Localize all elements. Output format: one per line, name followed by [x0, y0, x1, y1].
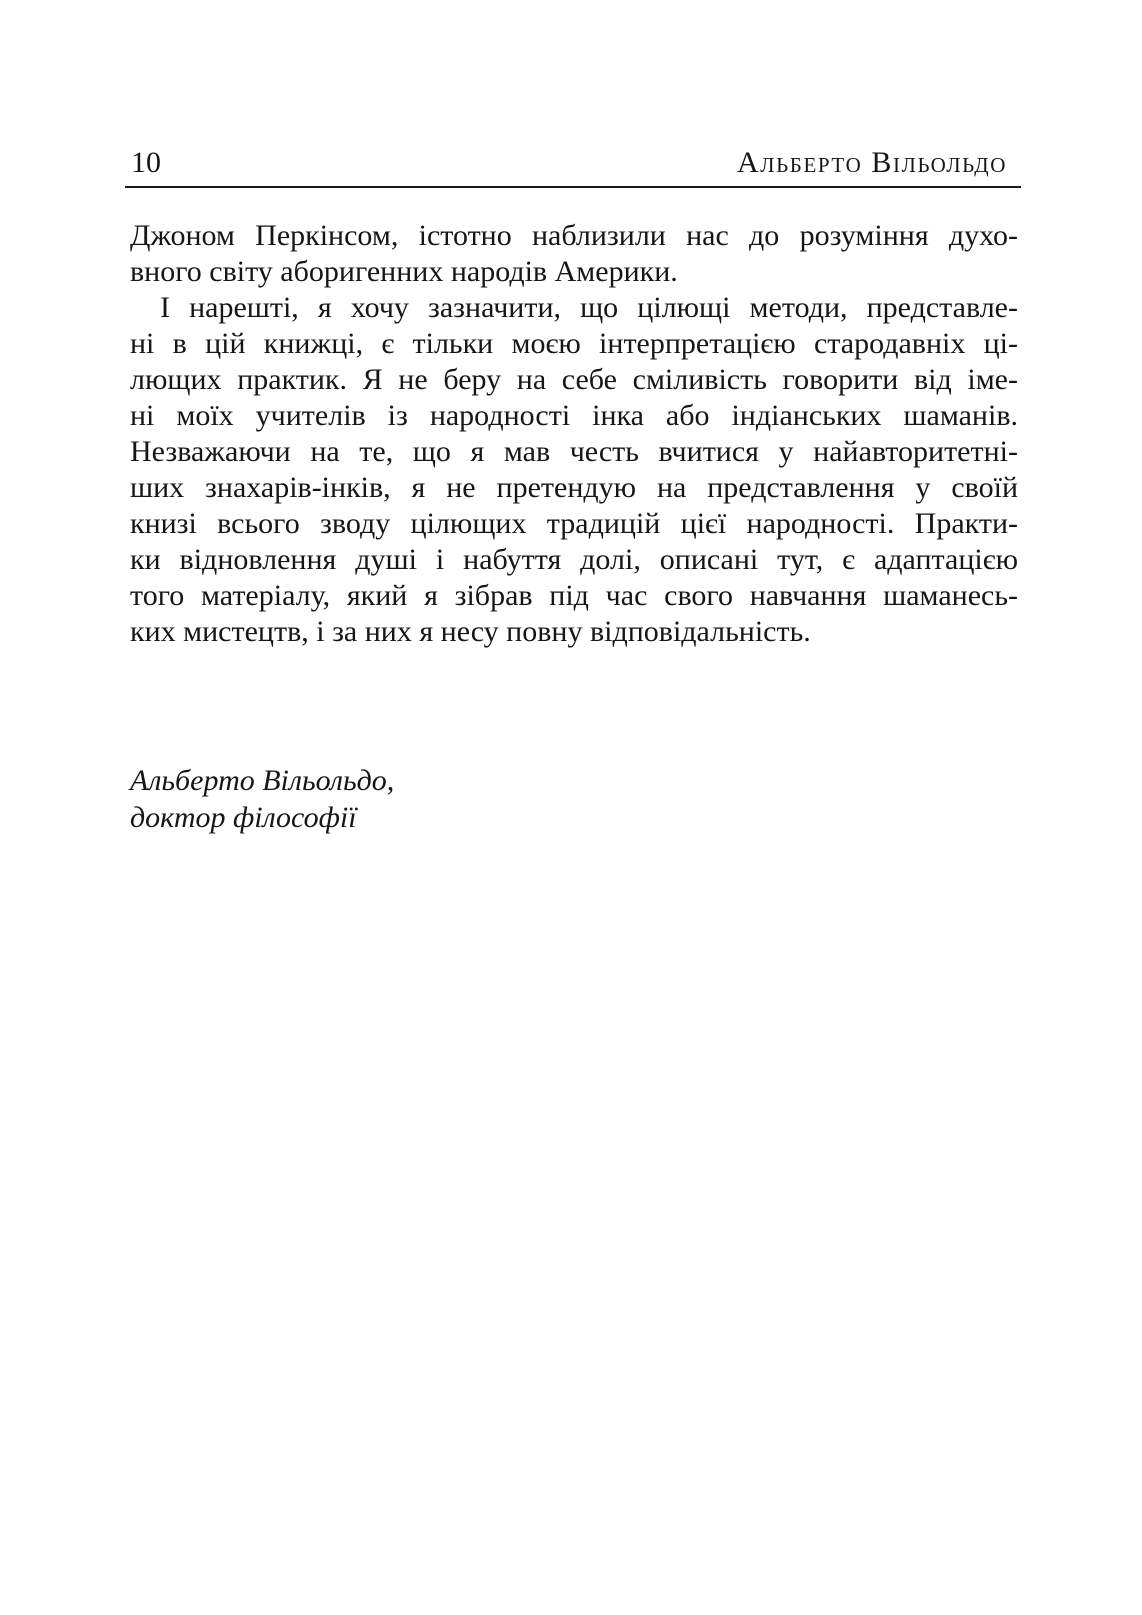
text-line: І нарешті, я хочу зазначити, що цілющі методи, представле-	[160, 291, 1018, 324]
text-line: ки відновлення душі і набуття долі, описані тут, є адаптацією	[130, 543, 1018, 576]
page-number: 10	[131, 146, 161, 179]
text-line: лющих практик. Я не беру на себе сміливість говорити від іме-	[130, 363, 1018, 396]
signature-name: Альберто Вільольдо,	[130, 764, 395, 797]
text-line: ні моїх учителів із народності інка або індіанських шаманів.	[130, 399, 1018, 432]
running-head-author: Альберто Вільольдо	[737, 146, 1007, 179]
signature	[130, 762, 394, 836]
text-line: книзі всього зводу цілющих традицій цієї народності. Практи-	[130, 507, 1018, 540]
text-line: ких мистецтв, і за них я несу повну відповідальність.	[130, 615, 811, 648]
signature-title: доктор філософії	[130, 801, 357, 834]
running-head	[125, 138, 1021, 188]
text-line: того матеріалу, який я зібрав під час свого навчання шаманeсь-	[130, 579, 1018, 612]
body-text	[130, 218, 1018, 650]
text-line: ні в цій книжці, є тільки моєю інтерпретацією стародавніх ці-	[130, 327, 1018, 360]
text-line: ших знахарів-інків, я не претендую на представлення у своїй	[130, 471, 1018, 504]
text-line: Джоном Перкінсом, істотно наблизили нас до розуміння духо-	[130, 219, 1018, 252]
text-line: Незважаючи на те, що я мав честь вчитися у найавторитетні-	[130, 435, 1018, 468]
text-line: вного світу аборигенних народів Америки.	[130, 255, 678, 288]
